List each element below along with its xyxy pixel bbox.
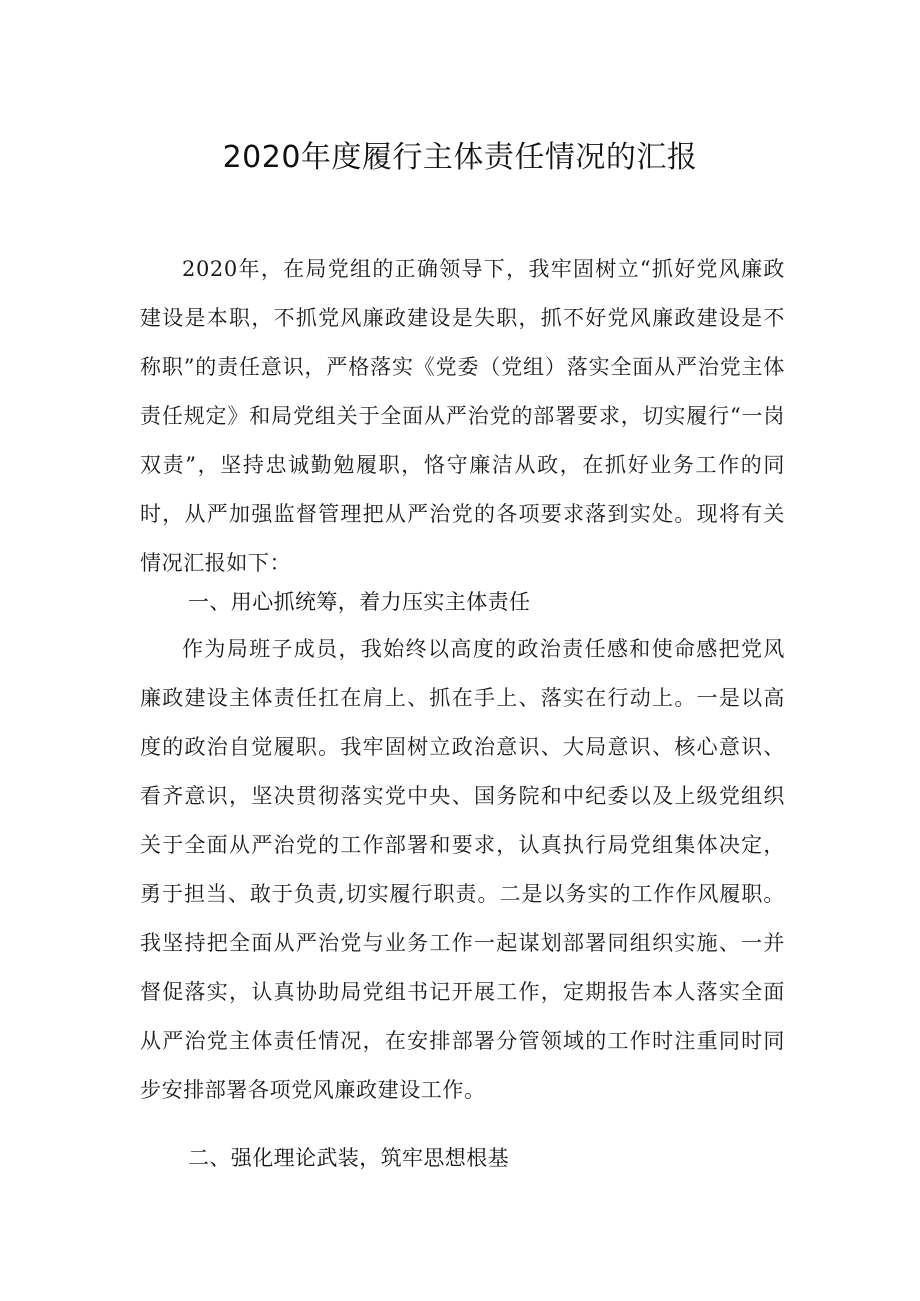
section-heading-1: 一、用心抓统筹，着力压实主体责任: [188, 590, 531, 614]
intro-paragraph: 2020年，在局党组的正确领导下，我牢固树立“抓好党风廉政建设是本职，不抓党风廉政建设是失职，抓不好党风廉政建设是不称职”的责任意识，严格落实《党委（党组）落实全面从严治党主体责任规定》和局党组关于全面从严治党的部署要求，切实履行“一岗双责”，坚持忠诚勤勉履职，恪守廉洁从政，在抓好业务工作的同时，从严加强监督管理把从严治党的各项要求落到实处。现将有关情况汇报如下：: [140, 257, 785, 575]
document-title: 2020年度履行主体责任情况的汇报: [222, 140, 698, 175]
section-1-paragraph: 作为局班子成员，我始终以高度的政治责任感和使命感把党风廉政建设主体责任扛在肩上、抓在手上、落实在行动上。一是以高度的政治自觉履职。我牢固树立政治意识、大局意识、核心意识、看齐意识，坚决贯彻落实党中央、国务院和中纪委以及上级党组织关于全面从严治党的工作部署和要求，认真执行局党组集体决定，勇于担当、敢于负责,切实履行职责。二是以务实的工作作风履职。我坚持把全面从严治党与业务工作一起谋划部署同组织实施、一并督促落实，认真协助局党组书记开展工作，定期报告本人落实全面从严治党主体责任情况，在安排部署分管领域的工作时注重同时同步安排部署各项党风廉政建设工作。: [140, 637, 785, 1102]
section-heading-2: 二、强化理论武装，筑牢思想根基: [188, 1146, 509, 1170]
